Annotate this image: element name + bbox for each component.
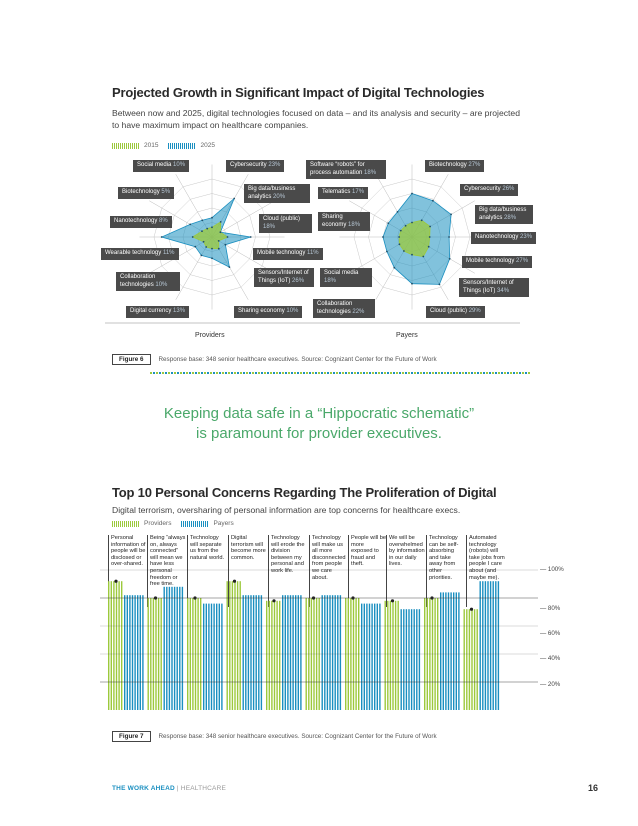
- section2-description: Digital terrorism, oversharing of personal information are top concerns for healthcare execs.: [112, 505, 461, 515]
- radar-point: [411, 283, 413, 285]
- bar-payers: [495, 581, 496, 710]
- bar-payers: [322, 595, 323, 710]
- bar-providers: [464, 609, 465, 710]
- radar-point: [201, 230, 203, 232]
- pay-label-bigdata: Big data/business analytics 28%: [475, 205, 533, 224]
- pull-quote-line2: is paramount for provider executives.: [196, 425, 442, 442]
- bar-payers: [490, 581, 491, 710]
- bar-providers: [240, 581, 241, 710]
- bar-payers: [292, 595, 293, 710]
- bar-payers: [440, 592, 441, 710]
- concern-text: Technology will make us all more disconnected from people we care about.: [309, 535, 348, 607]
- bar-payers: [290, 595, 291, 710]
- bar-payers: [216, 604, 217, 710]
- prov-label-cloud: Cloud (public) 18%: [259, 214, 312, 233]
- radar-point: [403, 250, 405, 252]
- radar-point: [205, 246, 207, 248]
- bar-providers: [232, 581, 233, 710]
- bar-payers: [282, 595, 283, 710]
- radar-point: [429, 226, 431, 228]
- ytick-60: — 60%: [540, 630, 561, 637]
- footer-section: HEALTHCARE: [180, 785, 227, 792]
- prov-label-cyber: Cybersecurity 23%: [226, 160, 284, 172]
- bar-payers: [166, 587, 167, 710]
- ytick-80: — 80%: [540, 605, 561, 612]
- bar-payers: [258, 595, 259, 710]
- radar-point: [218, 248, 220, 250]
- prov-label-nano: Nanotechnology 8%: [110, 216, 172, 228]
- radar-point: [450, 214, 452, 216]
- radar-point: [382, 236, 384, 238]
- bar-payers: [256, 595, 257, 710]
- prov-label-biotech: Biotechnology 5%: [118, 187, 174, 199]
- providers-axis-label: Providers: [195, 332, 225, 339]
- prov-label-currency: Digital currency 13%: [126, 306, 189, 318]
- concern-text: Technology will separate us from the natural world.: [187, 535, 226, 607]
- bar-providers: [390, 601, 391, 710]
- concerns-bar-chart: [100, 560, 540, 730]
- radar-point: [220, 221, 222, 223]
- bar-payers: [408, 609, 409, 710]
- bar-payers: [134, 595, 135, 710]
- footer-brand-line: [112, 785, 226, 792]
- figure7-text: Response base: 348 senior healthcare executives. Source: Cognizant Center for the Future of Work: [158, 733, 437, 740]
- bar-payers: [182, 587, 183, 710]
- bar-payers: [337, 595, 338, 710]
- radar-point: [448, 236, 450, 238]
- bar-payers: [245, 595, 246, 710]
- bar-providers: [392, 601, 393, 710]
- radar-point: [400, 230, 402, 232]
- bar-providers: [234, 581, 235, 710]
- radar-point: [161, 236, 163, 238]
- bar-providers: [276, 601, 277, 710]
- pay-label-mobile: Mobile technology 27%: [462, 256, 532, 268]
- bar-providers: [385, 601, 386, 710]
- radar-point: [201, 219, 203, 221]
- bar-providers: [118, 581, 119, 710]
- radar-point: [206, 228, 208, 230]
- concern-text: We will be overwhelmed by information in our daily lives.: [386, 535, 425, 607]
- legend-2015-swatch: [112, 143, 140, 149]
- concern-text: Being “always on, always connected” will mean we have less personal freedom or free time.: [147, 535, 186, 607]
- bar-payers: [213, 604, 214, 710]
- radar-point: [405, 225, 407, 227]
- ytick-40: — 40%: [540, 655, 561, 662]
- bar-marker: [233, 580, 236, 583]
- pay-label-robots: Software “robots” for process automation 18%: [306, 160, 386, 179]
- radar-point: [386, 251, 388, 253]
- concern-text: Technology can be self-absorbing and take away from other priorities.: [426, 535, 465, 607]
- radar-point: [211, 257, 213, 259]
- bar-providers: [121, 581, 122, 710]
- bar-payers: [401, 609, 402, 710]
- bar-providers: [471, 609, 472, 710]
- concern-text: Digital terrorism will become more common.: [228, 535, 267, 607]
- bar-providers: [108, 581, 109, 710]
- bar-payers: [327, 595, 328, 710]
- bar-providers: [271, 601, 272, 710]
- radar-point: [201, 255, 203, 257]
- bar-payers: [250, 595, 251, 710]
- bar-providers: [229, 581, 230, 710]
- bar-payers: [300, 595, 301, 710]
- radar-point: [432, 200, 434, 202]
- prov-label-mobile: Mobile technology 11%: [253, 248, 323, 260]
- bar-payers: [487, 581, 488, 710]
- bar-payers: [127, 595, 128, 710]
- prov-label-wearable: Wearable technology 11%: [101, 248, 179, 260]
- footer-separator: |: [176, 785, 181, 792]
- bar-providers: [111, 581, 112, 710]
- bar-payers: [285, 595, 286, 710]
- legend-2025: 2025: [200, 142, 215, 149]
- bar-payers: [419, 609, 420, 710]
- radar-point: [428, 246, 430, 248]
- bar-payers: [221, 604, 222, 710]
- bar-payers: [248, 595, 249, 710]
- bar-payers: [208, 604, 209, 710]
- radar-point: [225, 244, 227, 246]
- radar-point: [397, 211, 399, 213]
- concern-text: Automated technology (robots) will take jobs from people I care about (and maybe me).: [466, 535, 505, 607]
- bar-payers: [450, 592, 451, 710]
- bar-payers: [335, 595, 336, 710]
- divider-stripe: [150, 372, 530, 374]
- bar-payers: [361, 604, 362, 710]
- bar-marker: [114, 580, 117, 583]
- bar-payers: [406, 609, 407, 710]
- radar-point: [189, 224, 191, 226]
- bar-payers: [480, 581, 481, 710]
- bar-providers: [274, 601, 275, 710]
- bar-payers: [416, 609, 417, 710]
- bar-payers: [177, 587, 178, 710]
- bar-payers: [129, 595, 130, 710]
- radar-point: [233, 198, 235, 200]
- bar-payers: [174, 587, 175, 710]
- bar-providers: [269, 601, 270, 710]
- bar-payers: [340, 595, 341, 710]
- bar-payers: [203, 604, 204, 710]
- bar-providers: [387, 601, 388, 710]
- bar-payers: [485, 581, 486, 710]
- figure7-tag: Figure 7: [112, 731, 151, 742]
- radar-point: [192, 236, 194, 238]
- pull-quote-line1: Keeping data safe in a “Hippocratic schematic”: [163, 405, 475, 422]
- legend-payers: Payers: [213, 520, 234, 527]
- footer-brand: THE WORK AHEAD: [112, 785, 175, 792]
- figure6-tag: Figure 6: [112, 354, 151, 365]
- bar-payers: [456, 592, 457, 710]
- bar-payers: [295, 595, 296, 710]
- bar-providers: [113, 581, 114, 710]
- pay-label-telematics: Telematics 17%: [318, 187, 368, 199]
- bar-payers: [243, 595, 244, 710]
- radar-point: [229, 266, 231, 268]
- bar-providers: [279, 601, 280, 710]
- bar-providers: [395, 601, 396, 710]
- pay-label-cyber: Cybersecurity 26%: [460, 184, 518, 196]
- page-number: 16: [588, 783, 599, 793]
- bar-payers: [140, 595, 141, 710]
- bar-payers: [287, 595, 288, 710]
- legend-payers-swatch: [181, 521, 209, 527]
- bar-payers: [482, 581, 483, 710]
- radar-point: [194, 246, 196, 248]
- bar-providers: [116, 581, 117, 710]
- legend-2015: 2015: [144, 142, 159, 149]
- radar-point: [250, 236, 252, 238]
- bar-payers: [379, 604, 380, 710]
- bar-payers: [211, 604, 212, 710]
- radar-point: [411, 254, 413, 256]
- radar-point: [211, 217, 213, 219]
- pay-label-cloud: Cloud (public) 29%: [426, 306, 485, 318]
- prov-label-sensors: Sensors/Internet of Things (IoT) 26%: [254, 268, 314, 287]
- radar-point: [220, 231, 222, 233]
- prov-label-social: Social media 10%: [133, 160, 189, 172]
- radar-point: [398, 236, 400, 238]
- radar-point: [393, 267, 395, 269]
- bar-payers: [332, 595, 333, 710]
- bar-providers: [466, 609, 467, 710]
- radar-point: [429, 236, 431, 238]
- radar-point: [211, 226, 213, 228]
- pay-label-sharing: Sharing economy 18%: [318, 212, 370, 231]
- bar-payers: [142, 595, 143, 710]
- prov-label-collab: Collaboration technologies 10%: [116, 272, 180, 291]
- bar-payers: [329, 595, 330, 710]
- concern-text: Technology will erode the division between my personal and work life.: [268, 535, 307, 607]
- bar-marker: [391, 599, 394, 602]
- bar-providers: [237, 581, 238, 710]
- pay-label-sensors: Sensors/Internet of Things (IoT) 34%: [459, 278, 529, 297]
- radar-point: [421, 219, 423, 221]
- radar-point: [449, 258, 451, 260]
- prov-label-sharing: Sharing economy 10%: [234, 306, 302, 318]
- bar-payers: [411, 609, 412, 710]
- bar-providers: [469, 609, 470, 710]
- bar-providers: [398, 601, 399, 710]
- legend-providers-swatch: [112, 521, 140, 527]
- radar-point: [211, 248, 213, 250]
- pay-label-nano: Nanotechnology 23%: [471, 232, 536, 244]
- radar-point: [387, 222, 389, 224]
- bar-payers: [132, 595, 133, 710]
- bar-payers: [448, 592, 449, 710]
- radar-point: [411, 222, 413, 224]
- bar-payers: [377, 604, 378, 710]
- bar-providers: [227, 581, 228, 710]
- bar-providers: [474, 609, 475, 710]
- bar-payers: [253, 595, 254, 710]
- bar-payers: [445, 592, 446, 710]
- payers-axis-label: Payers: [396, 332, 418, 339]
- bar-payers: [179, 587, 180, 710]
- section1-title: Projected Growth in Significant Impact of Digital Technologies: [112, 85, 485, 100]
- radar-point: [422, 256, 424, 258]
- bar-payers: [261, 595, 262, 710]
- radar-point: [439, 284, 441, 286]
- radar-point: [399, 243, 401, 245]
- figure7-caption: [112, 731, 437, 742]
- pay-label-collab: Collaboration technologies 22%: [313, 299, 375, 318]
- bar-payers: [493, 581, 494, 710]
- bar-payers: [414, 609, 415, 710]
- pay-label-biotech: Biotechnology 27%: [425, 160, 484, 172]
- concern-text: People will be more exposed to fraud and theft.: [348, 535, 387, 607]
- concern-text: Personal information of people will be disclosed or over-shared.: [108, 535, 147, 607]
- legend-2025-swatch: [168, 143, 196, 149]
- bar-providers: [266, 601, 267, 710]
- radar-point: [218, 240, 220, 242]
- radar-point: [203, 241, 205, 243]
- bar-payers: [364, 604, 365, 710]
- section2-title: Top 10 Personal Concerns Regarding The Proliferation of Digital: [112, 485, 497, 500]
- section1-description: Between now and 2025, digital technologies focused on data – and its analysis and security – are projected to have maximum impact on healthcare companies.: [112, 108, 520, 130]
- radar-point: [411, 193, 413, 195]
- section2-legend: [112, 520, 234, 527]
- figure6-text: Response base: 348 senior healthcare executives. Source: Cognizant Center for the Future of Work: [158, 356, 437, 363]
- bar-payers: [374, 604, 375, 710]
- bar-payers: [164, 587, 165, 710]
- bar-payers: [137, 595, 138, 710]
- section1-legend: [112, 142, 215, 149]
- bar-payers: [498, 581, 499, 710]
- bar-payers: [124, 595, 125, 710]
- bar-payers: [369, 604, 370, 710]
- bar-payers: [443, 592, 444, 710]
- bar-marker: [272, 599, 275, 602]
- bar-payers: [219, 604, 220, 710]
- bar-payers: [171, 587, 172, 710]
- figure6-caption: [112, 354, 437, 365]
- bar-marker: [470, 608, 473, 611]
- legend-providers: Providers: [144, 520, 172, 527]
- bar-providers: [477, 609, 478, 710]
- bar-payers: [403, 609, 404, 710]
- bar-payers: [298, 595, 299, 710]
- bar-payers: [324, 595, 325, 710]
- bar-payers: [366, 604, 367, 710]
- bar-payers: [169, 587, 170, 710]
- bars-group: [100, 570, 538, 710]
- bar-payers: [371, 604, 372, 710]
- pay-label-social: Social media 18%: [320, 268, 372, 287]
- ytick-100: — 100%: [540, 566, 564, 573]
- bar-payers: [206, 604, 207, 710]
- bar-payers: [458, 592, 459, 710]
- ytick-20: — 20%: [540, 681, 561, 688]
- prov-label-bigdata: Big data/business analytics 20%: [244, 184, 310, 203]
- radar-point: [227, 236, 229, 238]
- bar-payers: [453, 592, 454, 710]
